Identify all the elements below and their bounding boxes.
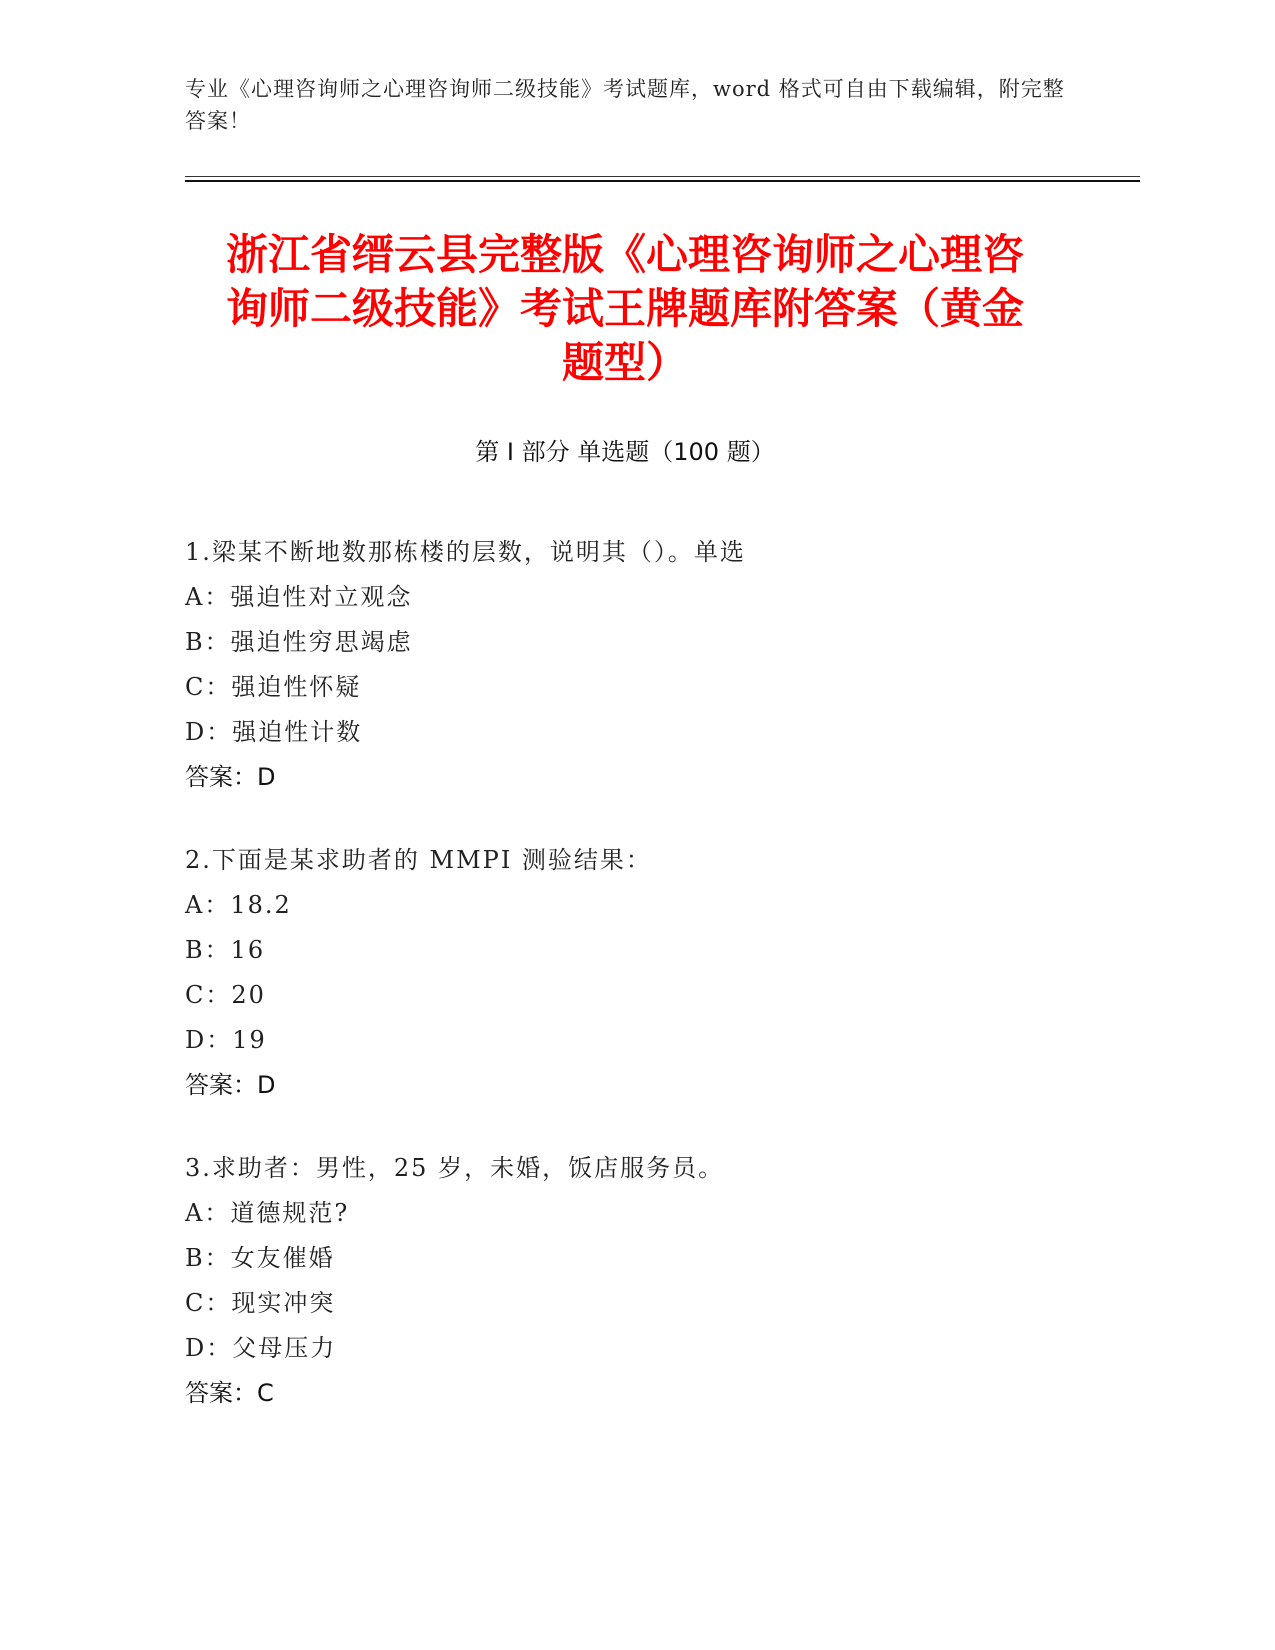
header-divider-thick (185, 180, 1140, 182)
question-item (185, 530, 1085, 800)
answer: 答案：D (185, 1071, 276, 1099)
option-d: D：19 (185, 1026, 267, 1054)
title-line-3: 题型） (561, 338, 688, 387)
section-title: 第 I 部分 单选题（100 题） (475, 438, 775, 466)
option-b: B：强迫性穷思竭虑 (185, 628, 413, 656)
title-line-1: 浙江省缙云县完整版《心理咨询师之心理咨 (225, 230, 1024, 279)
option-c: C：强迫性怀疑 (185, 673, 362, 701)
question-item (185, 1146, 1085, 1416)
question-item (185, 838, 1085, 1108)
option-d: D：父母压力 (185, 1334, 337, 1362)
header-divider-thin (185, 176, 1140, 177)
option-a: A：强迫性对立观念 (185, 583, 413, 611)
header-note: 专业《心理咨询师之心理咨询师二级技能》考试题库，word 格式可自由下载编辑，附完整答案！ (185, 77, 1065, 133)
option-b: B：16 (185, 936, 266, 964)
question-stem: 1.梁某不断地数那栋楼的层数，说明其（）。单选 (185, 538, 746, 566)
answer: 答案：D (185, 763, 276, 791)
option-c: C：20 (185, 981, 266, 1009)
document-title (185, 228, 1065, 390)
question-stem: 2.下面是某求助者的 MMPI 测验结果： (185, 846, 652, 874)
question-stem: 3.求助者：男性，25 岁，未婚，饭店服务员。 (185, 1154, 725, 1182)
option-a: A：道德规范? (185, 1199, 350, 1227)
option-b: B：女友催婚 (185, 1244, 335, 1272)
title-line-2: 询师二级技能》考试王牌题库附答案（黄金 (225, 284, 1024, 333)
option-d: D：强迫性计数 (185, 718, 363, 746)
option-a: A：18.2 (185, 891, 292, 919)
answer: 答案：C (185, 1379, 274, 1407)
question-list (185, 530, 1085, 1454)
option-c: C：现实冲突 (185, 1289, 336, 1317)
